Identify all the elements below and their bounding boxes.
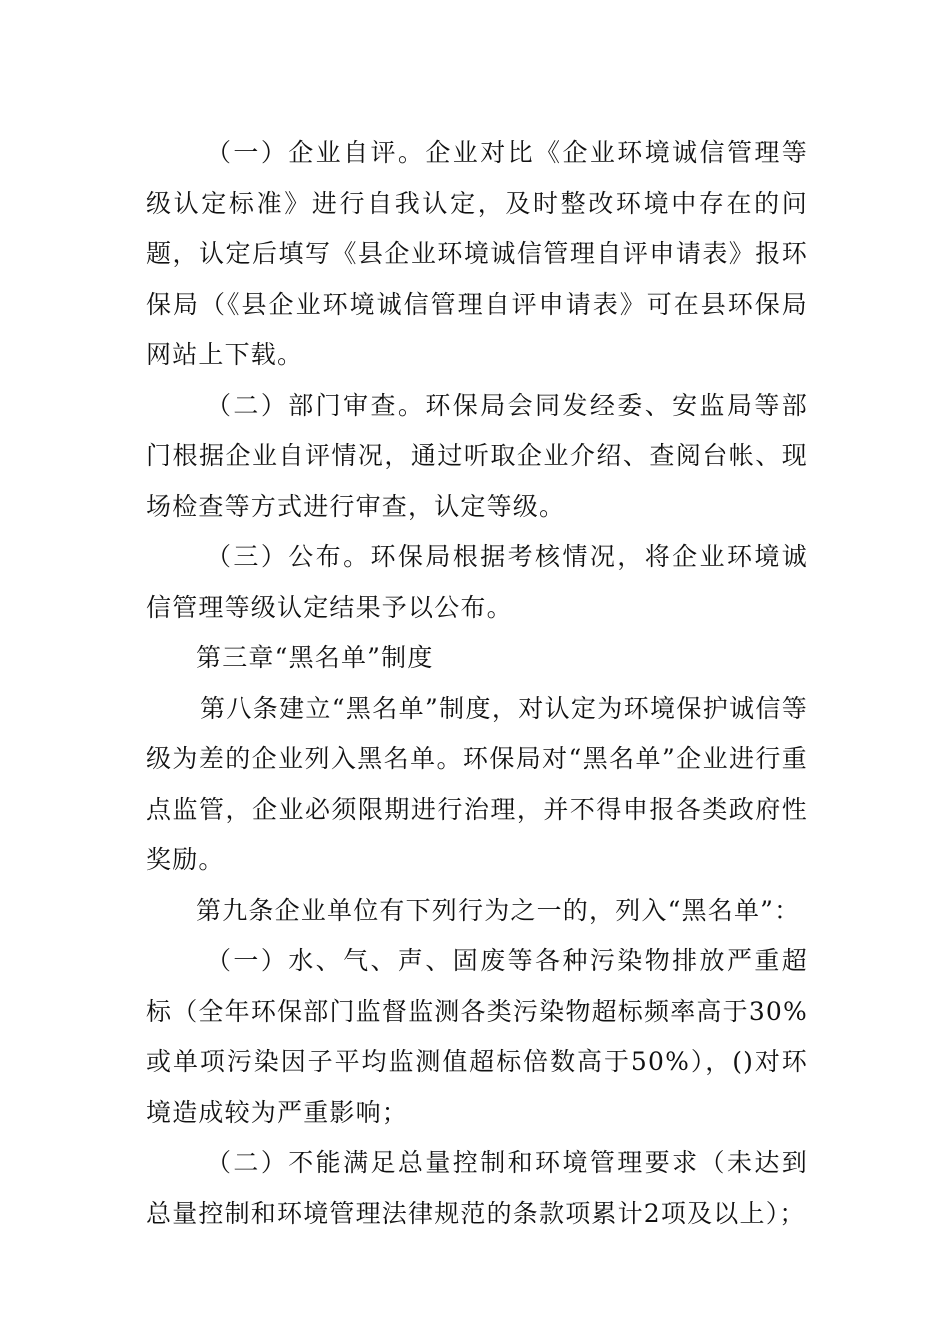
paragraph-self-evaluation: （一）企业自评。企业对比《企业环境诚信管理等级认定标准》进行自我认定，及时整改环境中存在的问题，认定后填写《县企业环境诚信管理自评申请表》报环保局（《县企业环境诚信管理自评申请表》可在县环保局网站上下载。: [146, 138, 808, 369]
paragraph-article-8: 第八条建立“黑名单”制度，对认定为环境保护诚信等级为差的企业列入黑名单。环保局对“黑名单”企业进行重点监管，企业必须限期进行治理，并不得申报各类政府性奖励。: [146, 693, 808, 874]
chapter-heading-blacklist: 第三章“黑名单”制度: [196, 643, 434, 672]
paragraph-item-1-pollution: （一）水、气、声、固废等各种污染物排放严重超标（全年环保部门监督监测各类污染物超标频率高于30%或单项污染因子平均监测值超标倍数高于50%），()对环境造成较为严重影响；: [146, 946, 808, 1127]
paragraph-article-9: 第九条企业单位有下列行为之一的，列入“黑名单”：: [196, 895, 801, 925]
paragraph-department-review: （二）部门审查。环保局会同发经委、安监局等部门根据企业自评情况，通过听取企业介绍、查阅台帐、现场检查等方式进行审查，认定等级。: [146, 390, 808, 521]
paragraph-item-2-total-control: （二）不能满足总量控制和环境管理要求（未达到总量控制和环境管理法律规范的条款项累计2项及以上）；: [146, 1148, 808, 1228]
document-body: [146, 128, 808, 1239]
paragraph-publication: （三）公布。环保局根据考核情况，将企业环境诚信管理等级认定结果予以公布。: [146, 542, 808, 622]
